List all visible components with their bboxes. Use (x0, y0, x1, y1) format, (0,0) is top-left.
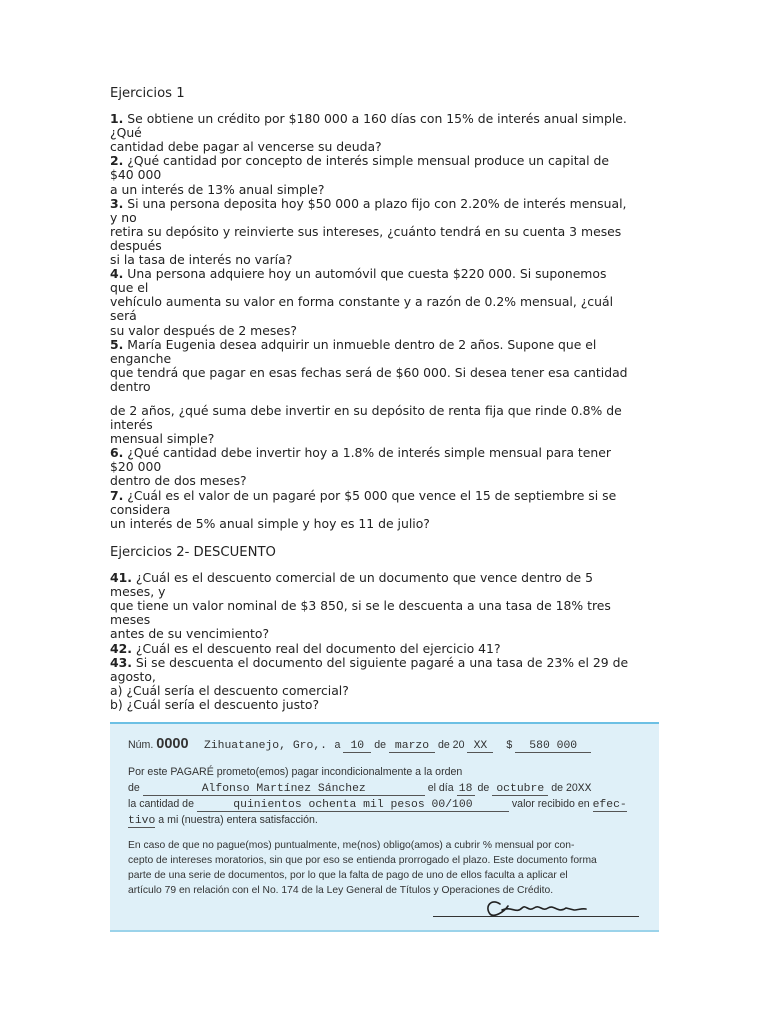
exercise-text: vehículo aumenta su valor en forma constante y a razón de 0.2% mensual, ¿cuál (110, 294, 614, 310)
note-payment-form-1: efec- (592, 799, 627, 811)
text-line (110, 352, 171, 366)
text-line (110, 197, 626, 211)
de-label-2: de (477, 782, 490, 794)
text-line (110, 309, 137, 323)
text-line (110, 642, 501, 656)
text-line (110, 517, 430, 531)
de20-label-2: de 20 (551, 782, 578, 794)
text-line (110, 432, 214, 446)
text-line (110, 627, 269, 641)
text-line (110, 656, 628, 670)
text-line (110, 112, 627, 126)
exercise-text: y no (110, 209, 137, 225)
text-line (110, 239, 162, 253)
text-line (110, 460, 161, 474)
text-line (110, 338, 596, 352)
exercise-text: su valor después de 2 meses? (110, 322, 297, 338)
exercise-number: 6. (110, 445, 124, 461)
text-line (110, 126, 142, 140)
note-amount: 580 000 (515, 740, 591, 753)
exercise-text: interés (110, 417, 153, 432)
exercise-number: 1. (110, 111, 124, 126)
note-year: XX (467, 740, 493, 753)
exercise-text: Se obtiene un crédito por $180 000 a 160 días con 15% de interés anual simple. (127, 111, 627, 126)
text-line (110, 253, 292, 267)
exercise-text: b) ¿Cuál sería el descuento justo? (110, 696, 320, 712)
text-line (110, 670, 156, 684)
text-line (110, 613, 150, 627)
legal-line-1: En caso de que no pague(mos) puntualmente, me(nos) obligo(amos) a cubrir % mensual por con- (128, 840, 575, 851)
a-label: a (334, 739, 341, 751)
legal-line-4: artículo 79 en relación con el No. 174 de la Ley General de Títulos y Operaciones de Crédito. (128, 885, 554, 896)
text-line (110, 295, 613, 309)
note-header-row (128, 736, 591, 753)
exercise-text: ¿Cuál es el valor de un pagaré por $5 000 que vence el 15 de septiembre si se (127, 487, 617, 503)
note-satisfaction-row (128, 814, 318, 828)
note-payee-row (128, 782, 591, 796)
text-line (110, 418, 153, 432)
text-line (110, 225, 621, 239)
note-text1: Por este PAGARÉ prometo(emos) pagar incondicionalmente a la orden (128, 766, 463, 778)
exercise-number: 5. (110, 336, 124, 352)
exercise-number: 7. (110, 487, 124, 503)
exercise-text: ¿Cuál es el descuento comercial de un documento que vence dentro de 5 (135, 570, 594, 585)
exercise-text: será (110, 308, 137, 324)
de-payee-label: de (128, 782, 140, 794)
cantidad-label: la cantidad de (128, 798, 194, 810)
exercise-text: ¿Qué cantidad por concepto de interés simple mensual produce un capital de (127, 153, 610, 169)
section1-title: Ejercicios 1 (110, 86, 185, 101)
exercise-text: antes de su vencimiento? (110, 626, 270, 642)
exercise-text: enganche (110, 350, 172, 366)
note-amount-words: quinientos ochenta mil pesos 00/100 (197, 799, 509, 812)
text-line (110, 281, 148, 295)
exercise-text: María Eugenia desea adquirir un inmueble dentro de 2 años. Supone que el (127, 336, 597, 352)
legal-line-2: cepto de intereses moratorios, sin que por eso se entienda prorrogado el plazo. Este documento forma (128, 855, 597, 866)
exercise-text: $40 000 (110, 167, 162, 183)
exercise-text: dentro de dos meses? (110, 473, 247, 489)
exercise-text: a un interés de 13% anual simple? (110, 181, 325, 197)
note-day: 10 (343, 740, 371, 753)
note-due-month: octubre (492, 783, 548, 796)
exercise-text: meses (110, 612, 151, 628)
exercise-text: que tendrá que pagar en esas fechas será de $60 000. Si desea tener esa cantidad (110, 364, 628, 380)
note-payment-form-2: tivo (128, 815, 156, 827)
currency-label: $ (506, 739, 513, 751)
text-line (110, 684, 349, 698)
note-due-day: 18 (457, 783, 475, 796)
exercise-text: retira su depósito y reinvierte sus intereses, ¿cuánto tendrá en su cuenta 3 meses (110, 223, 622, 239)
exercise-text: después (110, 237, 162, 253)
exercise-text: ¿Qué cantidad debe invertir hoy a 1.8% de interés simple mensual para tener (127, 445, 611, 461)
text-line (110, 154, 609, 168)
exercise-text: dentro (110, 378, 151, 394)
note-number: 0000 (156, 736, 189, 752)
exercise-text: si la tasa de interés no varía? (110, 252, 293, 267)
exercise-text: Si se descuenta el documento del siguiente pagaré a una tasa de 23% el 29 de (135, 654, 629, 670)
exercise-number: 43. (110, 654, 132, 670)
text-line (110, 446, 611, 460)
exercise-text: un interés de 5% anual simple y hoy es 11 de julio? (110, 515, 430, 531)
exercise-number: 4. (110, 266, 124, 282)
exercise-text: agosto, (110, 668, 156, 684)
exercise-number: 3. (110, 195, 124, 211)
text-line (110, 211, 137, 225)
legal-line-3: parte de una serie de documentos, por lo que la falta de pago de uno de ellos faculta a aplicar el (128, 870, 568, 881)
text-line (110, 366, 628, 380)
note-number-label: Núm. (128, 739, 154, 751)
exercise-text: meses, y (110, 584, 166, 600)
note-month: marzo (389, 740, 435, 753)
valor-recibido-label: valor recibido en (511, 798, 590, 810)
text-line (110, 324, 297, 338)
text-line (110, 380, 151, 394)
exercise-text: que tiene un valor nominal de $3 850, si se le descuenta a una tasa de 18% tres (110, 598, 611, 614)
section2-title: Ejercicios 2- DESCUENTO (110, 545, 276, 560)
text-line (110, 140, 382, 154)
de20-label: de 20 (437, 739, 465, 751)
text-line (110, 183, 324, 197)
text-line (110, 267, 606, 281)
exercise-text: ¿Cuál es el descuento real del documento del ejercicio 41? (135, 640, 501, 656)
exercise-number: 42. (110, 640, 132, 656)
signature-line (433, 916, 639, 917)
exercise-text: cantidad debe pagar al vencerse su deuda? (110, 139, 382, 155)
text-line (110, 599, 611, 613)
note-amount-row (128, 798, 627, 812)
exercise-text: de 2 años, ¿qué suma debe invertir en su depósito de renta fija que rinde 0.8% de (110, 402, 622, 418)
note-place: Zihuatanejo, Gro,. (203, 740, 327, 752)
note-due-year: XX (577, 783, 592, 795)
satisfaccion-text: a mi (nuestra) entera satisfacción. (158, 814, 318, 826)
exercise-text: a) ¿Cuál sería el descuento comercial? (110, 682, 349, 698)
exercise-text: Una persona adquiere hoy un automóvil que cuesta $220 000. Si suponemos (127, 266, 607, 282)
text-line (110, 503, 170, 517)
signature-icon (482, 896, 602, 922)
exercise-text: considera (110, 501, 171, 517)
exercise-number: 41. (110, 570, 132, 585)
exercise-text: que el (110, 280, 149, 296)
el-dia-label: el día (427, 782, 454, 794)
exercise-number: 2. (110, 153, 124, 169)
text-line (110, 489, 616, 503)
note-payee: Alfonso Martínez Sánchez (143, 783, 425, 796)
promissory-note (110, 722, 659, 932)
de-label: de (374, 739, 387, 751)
exercise-text: Si una persona deposita hoy $50 000 a plazo fijo con 2.20% de interés mensual, (127, 195, 627, 211)
exercise-text: $20 000 (110, 459, 162, 475)
text-line (110, 474, 247, 488)
exercise-text: mensual simple? (110, 431, 215, 447)
text-line (110, 168, 161, 182)
text-line (110, 571, 593, 585)
exercise-text: ¿Qué (110, 125, 142, 141)
text-line (110, 698, 319, 712)
text-line (110, 585, 165, 599)
text-line (110, 404, 622, 418)
